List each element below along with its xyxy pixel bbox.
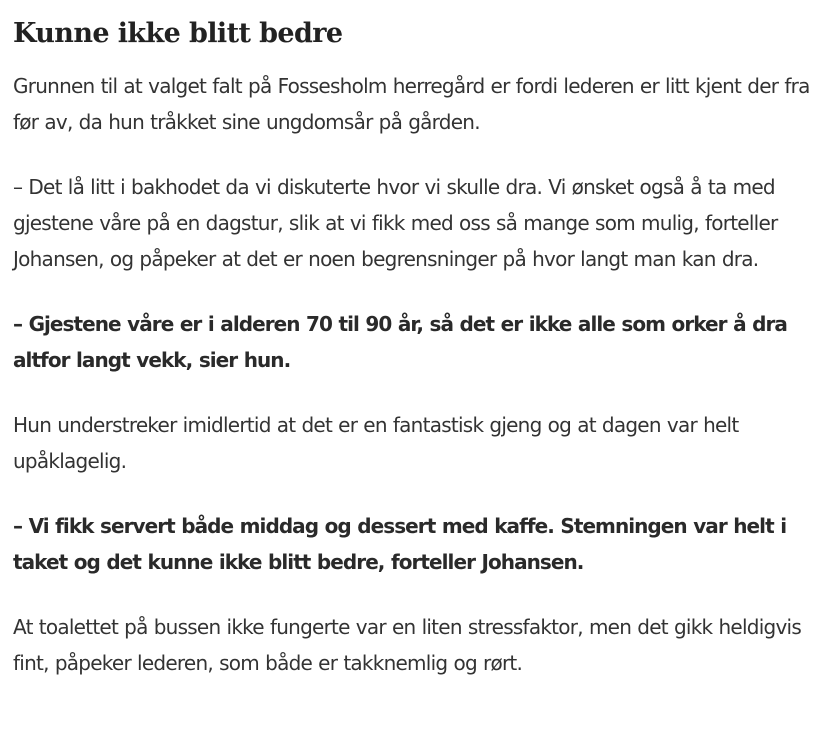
paragraph-intro: Grunnen til at valget falt på Fossesholm herregård er fordi lederen er litt kjent der fra før av, da hun tråkket sine ungdomsår på gården. (13, 74, 810, 134)
paragraph-fantastisk-gjeng: Hun understreker imidlertid at det er en fantastisk gjeng og at dagen var helt upåklagelig. (13, 413, 739, 473)
paragraph-quote-middag: – Vi fikk servert både middag og dessert med kaffe. Stemningen var helt i taket og det kunne ikke blitt bedre, forteller Johansen. (13, 514, 787, 574)
section-heading: Kunne ikke blitt bedre (13, 18, 343, 49)
paragraph-toalett: At toalettet på bussen ikke fungerte var en liten stressfaktor, men det gikk heldigvis fint, påpeker lederen, som både er takknemlig og rørt. (13, 615, 802, 675)
article-body (13, 14, 813, 710)
paragraph-quote-alder: – Gjestene våre er i alderen 70 til 90 år, så det er ikke alle som orker å dra altfor langt vekk, sier hun. (13, 312, 787, 372)
paragraph-quote-dagstur: – Det lå litt i bakhodet da vi diskuterte hvor vi skulle dra. Vi ønsket også å ta med gjestene våre på en dagstur, slik at vi fikk med oss så mange som mulig, forteller Johansen, og påpeker at det er noen begrensninger på hvor langt man kan dra. (13, 175, 778, 271)
